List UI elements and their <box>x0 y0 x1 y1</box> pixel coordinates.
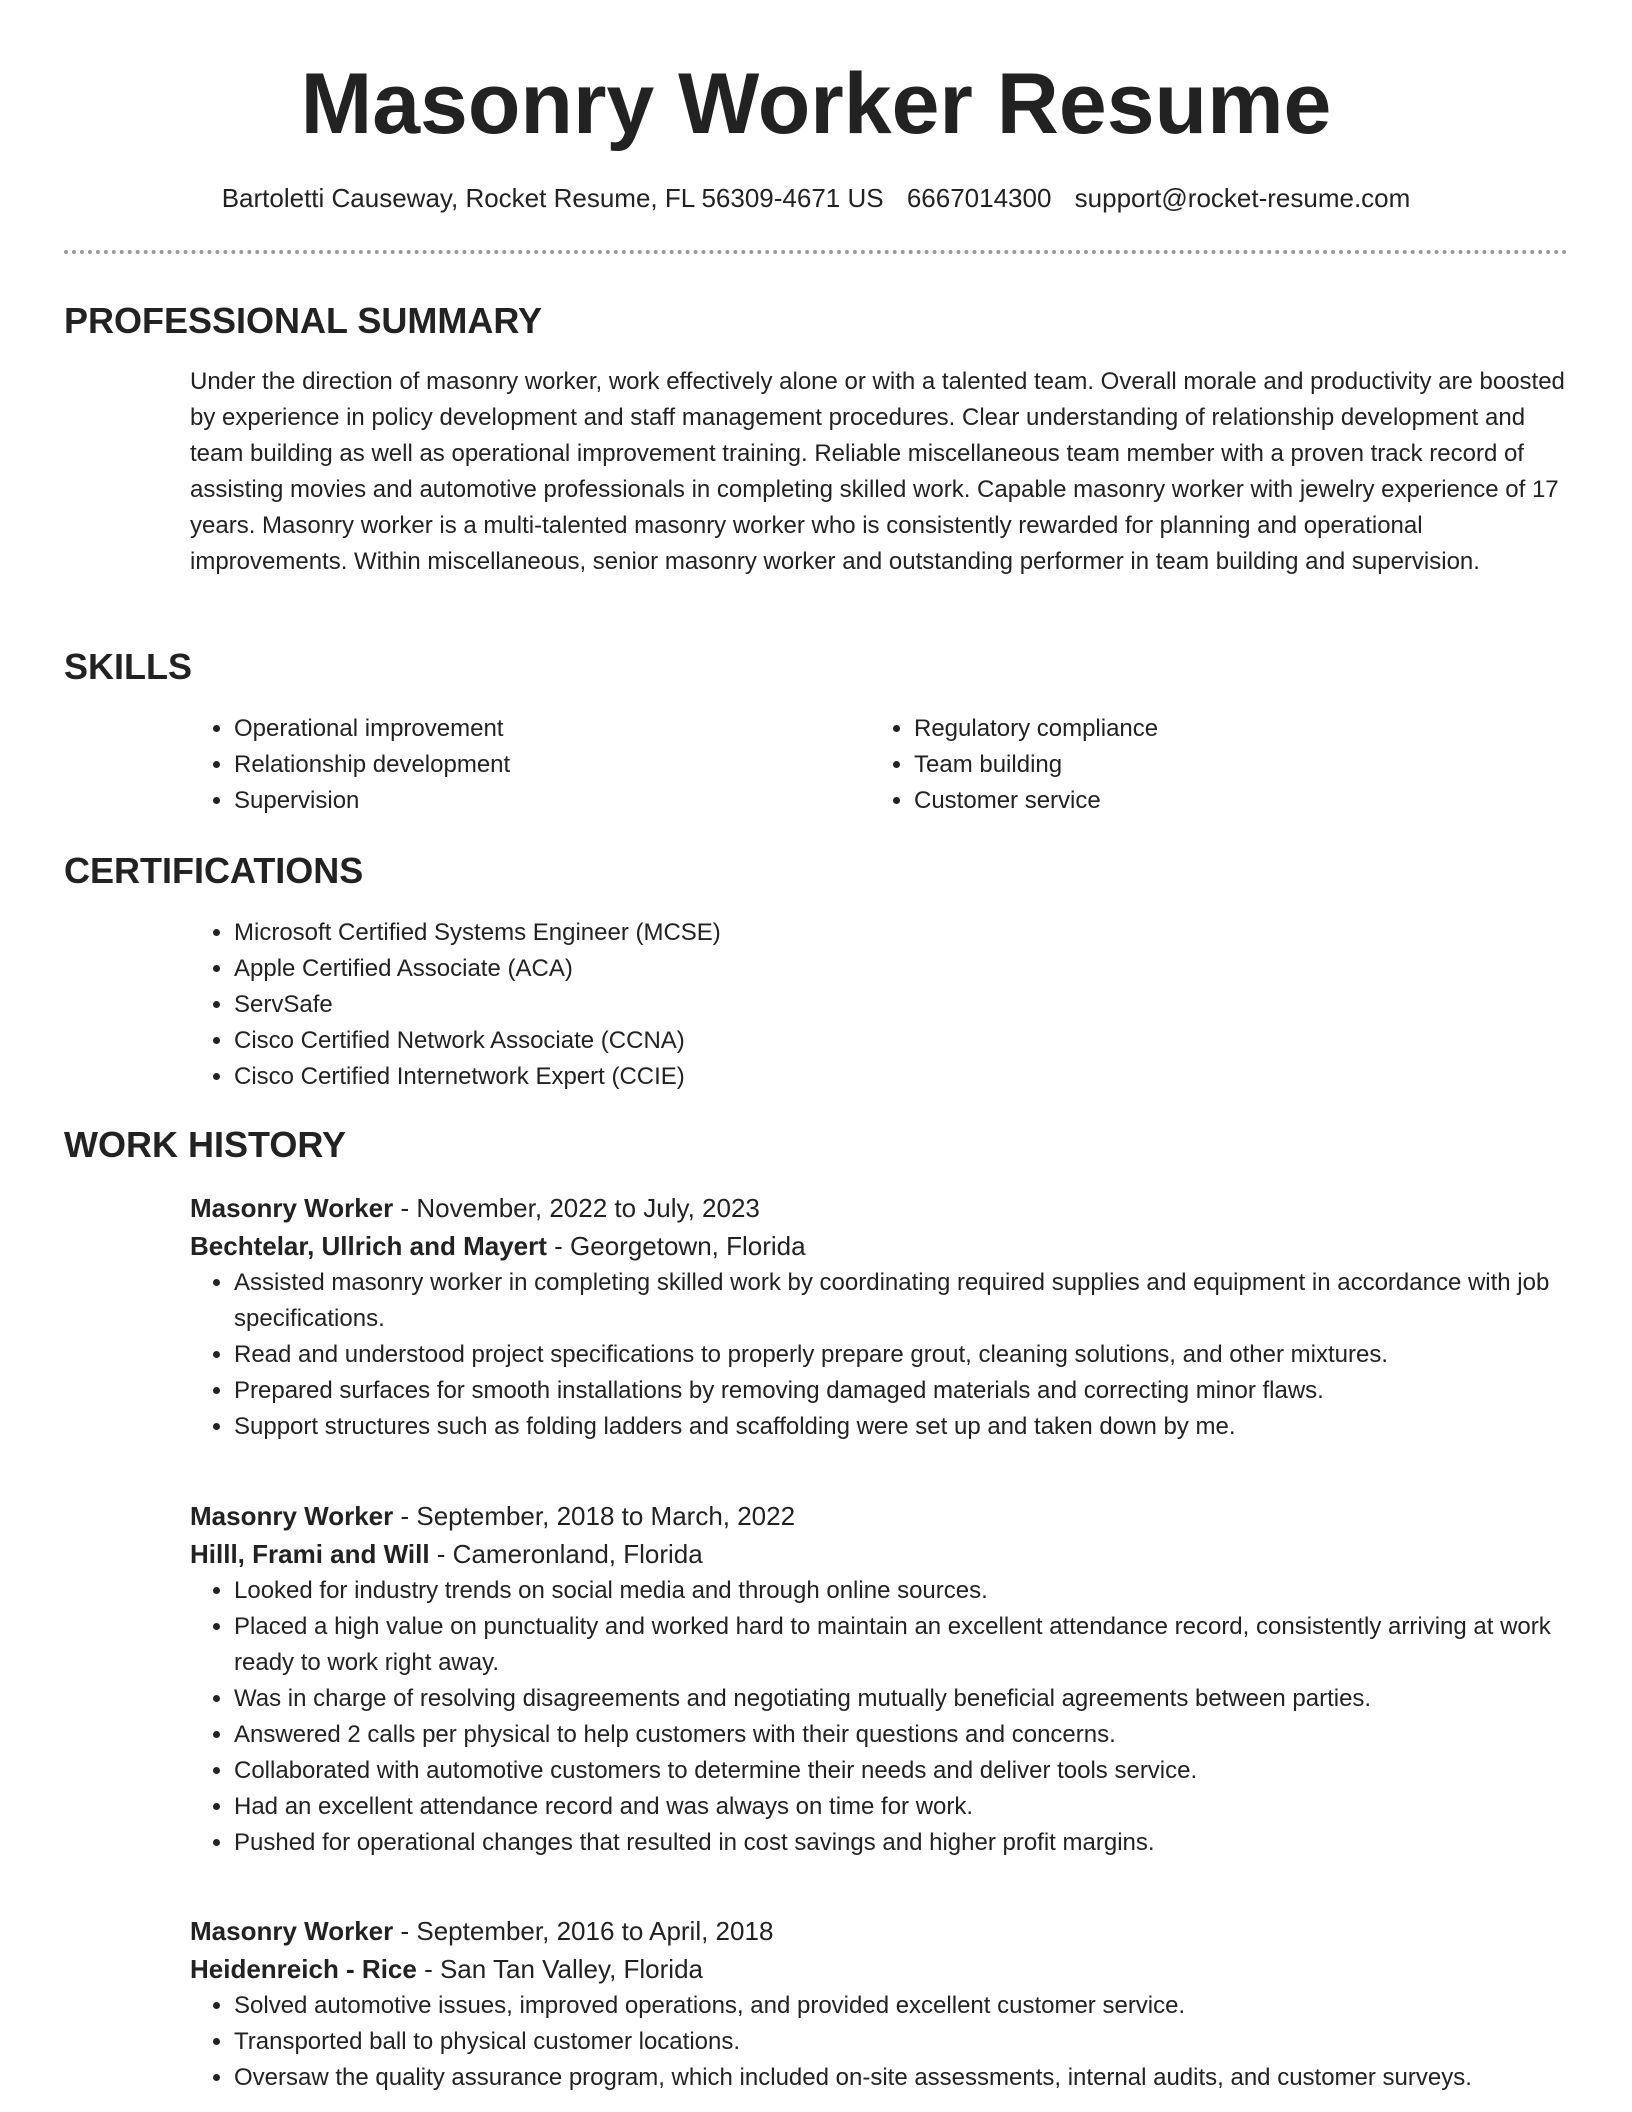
job-bullet: • Transported ball to physical customer locations. <box>234 2024 1570 2060</box>
skill-item: • Regulatory compliance <box>914 711 1510 747</box>
job-location: - San Tan Valley, Florida <box>416 1954 703 1984</box>
skill-item: • Relationship development <box>234 747 830 783</box>
job-title: Masonry Worker <box>190 1501 394 1531</box>
skills-column-right <box>870 711 1510 819</box>
skill-item: • Operational improvement <box>234 711 830 747</box>
job-dates: - November, 2022 to July, 2023 <box>393 1193 760 1223</box>
job-title-line <box>190 1189 1570 1227</box>
job-bullets <box>190 1265 1570 1445</box>
contact-address: Bartoletti Causeway, Rocket Resume, FL 56309-4671 US <box>221 183 884 213</box>
certifications-heading: CERTIFICATIONS <box>64 850 364 891</box>
skills-list-left <box>190 711 830 819</box>
job-bullet: • Solved automotive issues, improved operations, and provided excellent customer service. <box>234 1988 1570 2024</box>
contact-line <box>0 180 1632 216</box>
skills-list-right <box>870 711 1510 819</box>
job-bullet: • Had an excellent attendance record and was always on time for work. <box>234 1789 1570 1825</box>
job-title: Masonry Worker <box>190 1916 394 1946</box>
job-bullets <box>190 1573 1570 1861</box>
job-bullet: • Was in charge of resolving disagreements and negotiating mutually beneficial agreements between parties. <box>234 1681 1570 1717</box>
job-company: Bechtelar, Ullrich and Mayert <box>190 1231 547 1261</box>
job-bullet: • Assisted masonry worker in completing skilled work by coordinating required supplies and equipment in accordance with job specifications. <box>234 1265 1570 1337</box>
job-bullets <box>190 1988 1570 2096</box>
job-title-line <box>190 1912 1570 1950</box>
certifications-block <box>190 915 1490 1095</box>
contact-phone: 6667014300 <box>906 183 1052 213</box>
job-title: Masonry Worker <box>190 1193 394 1223</box>
job-bullet: • Placed a high value on punctuality and worked hard to maintain an excellent attendance record, consistently arriving at work ready to work right away. <box>234 1609 1570 1681</box>
certification-item: • Cisco Certified Internetwork Expert (CCIE) <box>234 1059 1490 1095</box>
job-company-line <box>190 1535 1570 1573</box>
job-company-line <box>190 1227 1570 1265</box>
job-entry <box>190 1912 1570 2096</box>
job-entry <box>190 1189 1570 1445</box>
job-bullet: • Prepared surfaces for smooth installations by removing damaged materials and correcting minor flaws. <box>234 1373 1570 1409</box>
resume-title: Masonry Worker Resume <box>300 56 1332 152</box>
certification-item: • Cisco Certified Network Associate (CCNA) <box>234 1023 1490 1059</box>
job-company: Heidenreich - Rice <box>190 1954 417 1984</box>
certification-item: • Microsoft Certified Systems Engineer (MCSE) <box>234 915 1490 951</box>
job-dates: - September, 2018 to March, 2022 <box>393 1501 796 1531</box>
skill-item: • Team building <box>914 747 1510 783</box>
certification-item: • Apple Certified Associate (ACA) <box>234 951 1490 987</box>
job-company: Hilll, Frami and Will <box>190 1539 430 1569</box>
job-bullet: • Read and understood project specifications to properly prepare grout, cleaning solutions, and other mixtures. <box>234 1337 1570 1373</box>
header-divider <box>64 250 1568 254</box>
job-dates: - September, 2016 to April, 2018 <box>393 1916 774 1946</box>
summary-heading: PROFESSIONAL SUMMARY <box>64 300 543 341</box>
job-bullet: • Pushed for operational changes that resulted in cost savings and higher profit margins. <box>234 1825 1570 1861</box>
skills-column-left <box>190 711 830 819</box>
job-title-line <box>190 1497 1570 1535</box>
skill-item: • Supervision <box>234 783 830 819</box>
job-bullet: • Support structures such as folding ladders and scaffolding were set up and taken down by me. <box>234 1409 1570 1445</box>
job-bullet: • Collaborated with automotive customers to determine their needs and deliver tools service. <box>234 1753 1570 1789</box>
job-company-line <box>190 1950 1570 1988</box>
work-history-heading: WORK HISTORY <box>64 1124 347 1165</box>
contact-email: support@rocket-resume.com <box>1074 183 1411 213</box>
skill-item: • Customer service <box>914 783 1510 819</box>
certifications-list <box>190 915 1490 1095</box>
summary-text: Under the direction of masonry worker, work effectively alone or with a talented team. Overall morale and productivity are boosted by experience in policy development and staff management procedures. Clear understanding of relationship development and team building as well as operational improvement training. Reliable miscellaneous team member with a proven track record of assisting movies and automotive professionals in completing skilled work. Capable masonry worker with jewelry experience of 17 years. Masonry worker is a multi-talented masonry worker who is consistently rewarded for planning and operational improvements. Within miscellaneous, senior masonry worker and outstanding performer in team building and supervision. <box>190 368 1565 575</box>
job-location: - Georgetown, Florida <box>546 1231 806 1261</box>
job-bullet: • Oversaw the quality assurance program, which included on-site assessments, internal audits, and customer surveys. <box>234 2060 1570 2096</box>
job-bullet: • Answered 2 calls per physical to help customers with their questions and concerns. <box>234 1717 1570 1753</box>
certification-item: • ServSafe <box>234 987 1490 1023</box>
job-location: - Cameronland, Florida <box>429 1539 703 1569</box>
skills-heading: SKILLS <box>64 646 193 687</box>
job-entry <box>190 1497 1570 1861</box>
job-bullet: • Looked for industry trends on social media and through online sources. <box>234 1573 1570 1609</box>
